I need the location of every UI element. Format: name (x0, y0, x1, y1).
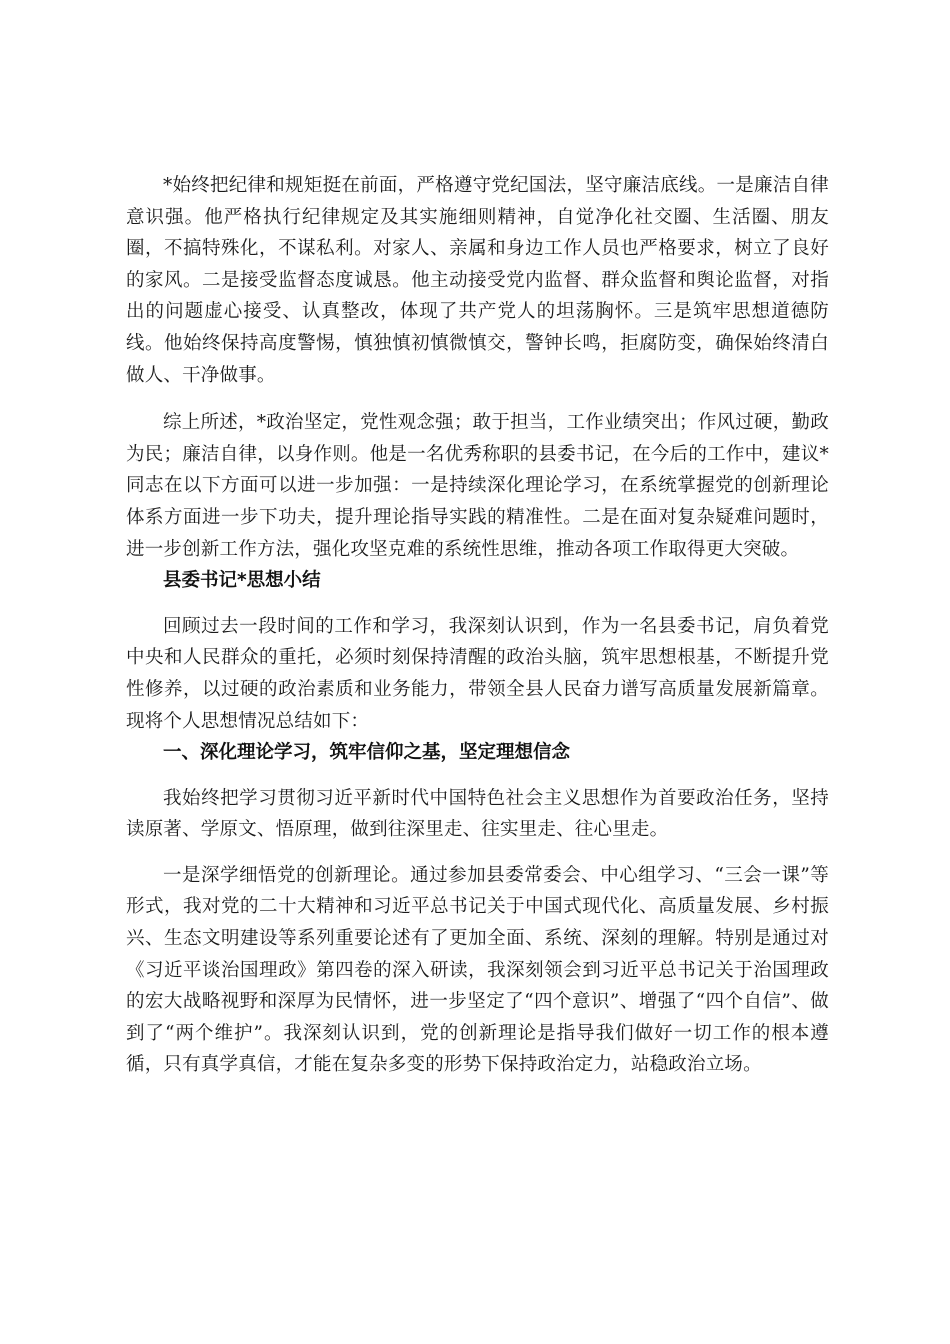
section-title: 县委书记*思想小结 (163, 570, 321, 592)
paragraph-study-detail: 一是深学细悟党的创新理论。通过参加县委常委会、中心组学习、“三会一课”等形式，我对党的二十大精神和习近平总书记关于中国式现代化、高质量发展、乡村振兴、生态文明建设等系列重要论述有了更加全面、系统、深刻的理解。特别是通过对《习近平谈治国理政》第四卷的深入研读，我深刻领会到习近平总书记关于治国理政的宏大战略视野和深厚为民情怀，进一步坚定了“四个意识”、增强了“四个自信”、做到了“两个维护”。我深刻认识到，党的创新理论是指导我们做好一切工作的根本遵循，只有真学真信，才能在复杂多变的形势下保持政治定力，站稳政治立场。 (126, 864, 829, 1076)
paragraph-intro: 回顾过去一段时间的工作和学习，我深刻认识到，作为一名县委书记，肩负着党中央和人民群众的重托，必须时刻保持清醒的政治头脑，筑牢思想根基，不断提升党性修养，以过硬的政治素质和业务能力，带领全县人民奋力谱写高质量发展新篇章。现将个人思想情况总结如下： (126, 615, 829, 732)
paragraph-study-overview: 我始终把学习贯彻习近平新时代中国特色社会主义思想作为首要政治任务，坚持读原著、学原文、悟原理，做到往深里走、往实里走、往心里走。 (126, 787, 829, 841)
paragraph-summary: 综上所述，*政治坚定，党性观念强；敢于担当，工作业绩突出；作风过硬，勤政为民；廉洁自律，以身作则。他是一名优秀称职的县委书记，在今后的工作中，建议*同志在以下方面可以进一步加强：一是持续深化理论学习，在系统掌握党的创新理论体系方面进一步下功夫，提升理论指导实践的精准性。二是在面对复杂疑难问题时，进一步创新工作方法，强化攻坚克难的系统性思维，推动各项工作取得更大突破。 (126, 412, 829, 560)
section-heading-1: 一、深化理论学习，筑牢信仰之基，坚定理想信念 (163, 742, 571, 764)
paragraph-discipline: *始终把纪律和规矩挺在前面，严格遵守党纪国法，坚守廉洁底线。一是廉洁自律意识强。他严格执行纪律规定及其实施细则精神，自觉净化社交圈、生活圈、朋友圈，不搞特殊化，不谋私利。对家人、亲属和身边工作人员也严格要求，树立了良好的家风。二是接受监督态度诚恳。他主动接受党内监督、群众监督和舆论监督，对指出的问题虚心接受、认真整改，体现了共产党人的坦荡胸怀。三是筑牢思想道德防线。他始终保持高度警惕，慎独慎初慎微慎交，警钟长鸣，拒腐防变，确保始终清白做人、干净做事。 (126, 175, 829, 386)
document-body (126, 170, 829, 1081)
